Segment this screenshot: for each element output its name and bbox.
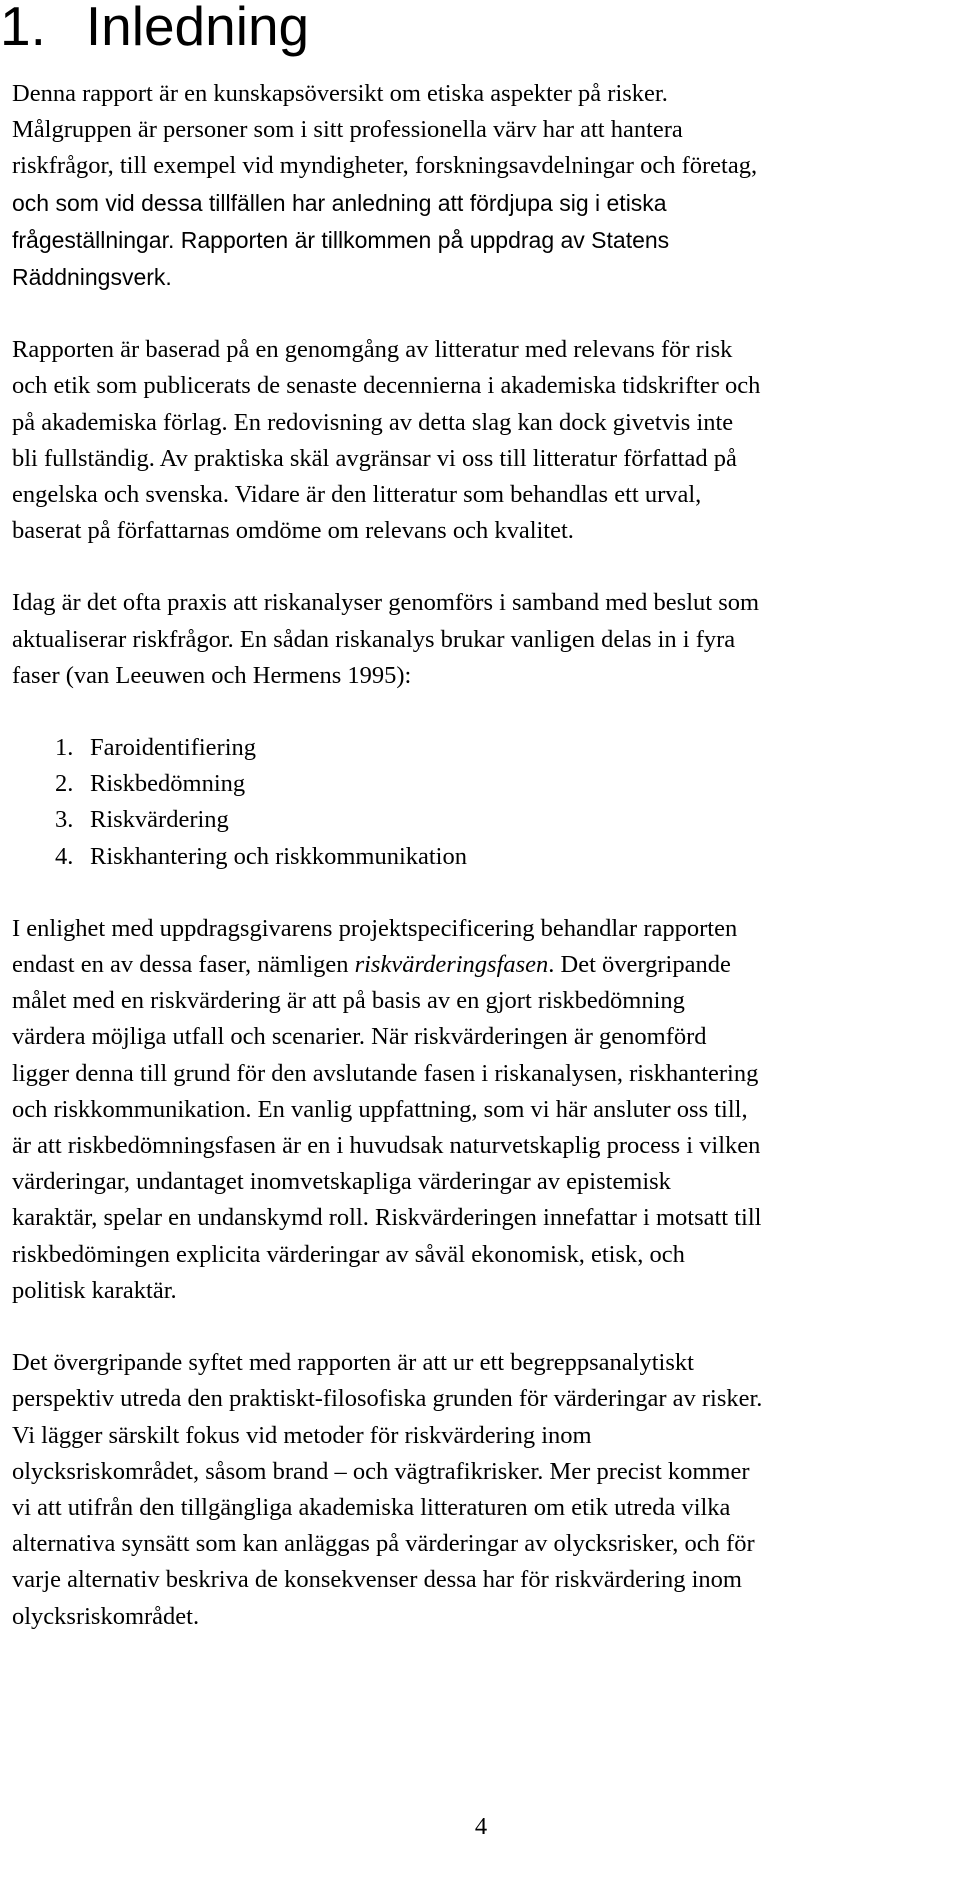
- list-item-label: Riskvärdering: [90, 806, 229, 834]
- paragraph-purpose: Det övergripande syftet med rapporten är att ur ett begreppsanalytiskt perspektiv utreda den praktiskt-filosofiska grunden för värderingar av risker. Vi lägger särskilt fokus vid metoder för riskvärdering inom olycksriskområdet, såsom brand – och vägtrafikrisker. Mer precist kommer vi att utifrån den tillgängliga akademiska litteraturen om etik utreda vilka alternativa synsätt som kan anläggas på värderingar av olycksrisker, och för varje alternativ beskriva de konsekvenser dessa har för riskvärdering inom olycksriskområdet.: [12, 1349, 763, 1630]
- paragraph-risk-analysis: Idag är det ofta praxis att riskanalyser genomförs i samband med beslut som aktualiserar riskfrågor. En sådan riskanalys brukar vanligen delas in i fyra faser (van Leeuwen och Hermens 1995):: [12, 589, 760, 689]
- emphasized-term: riskvärderingsfasen: [354, 951, 549, 979]
- chapter-title: Inledning: [85, 0, 310, 57]
- spacer: [12, 875, 956, 911]
- paragraph-intro: [12, 76, 956, 296]
- list-item: [55, 802, 956, 838]
- list-item-number: 3.: [55, 806, 74, 834]
- spacer: [12, 60, 956, 76]
- paragraph-intro-part-1: Denna rapport är en kunskapsöversikt om etiska aspekter på risker. Målgruppen är personer som i sitt professionella värv har att hantera riskfrågor, till exempel vid myndigheter, forskningsavdelningar och företag,: [12, 80, 758, 180]
- list-item: [55, 730, 956, 766]
- page-number: 4: [474, 1813, 488, 1840]
- list-item-label: Riskbedömning: [90, 770, 246, 798]
- list-item-number: 1.: [55, 734, 74, 762]
- chapter-number: 1.: [0, 0, 46, 57]
- chapter-heading: [0, 0, 944, 56]
- spacer: [12, 549, 956, 585]
- spacer: [12, 694, 956, 730]
- paragraph-scope: Rapporten är baserad på en genomgång av litteratur med relevans för risk och etik som publicerats de senaste decennierna i akademiska tidskrifter och på akademiska förlag. En redovisning av detta slag kan dock givetvis inte bli fullständig. Av praktiska skäl avgränsar vi oss till litteratur författad på engelska och svenska. Vidare är den litteratur som behandlas ett urval, baserat på författarnas omdöme om relevans och kvalitet.: [12, 336, 761, 545]
- list-item-number: 2.: [55, 770, 74, 798]
- list-item-label: Faroidentifiering: [90, 734, 257, 762]
- paragraph-evaluation-part-2: . Det övergripande målet med en riskvärdering är att på basis av en gjort riskbedömning värdera möjliga utfall och scenarier. När riskvärderingen är genomförd ligger denna till grund för den avslutande fasen i riskanalysen, riskhantering och riskkommunikation. En vanlig uppfattning, som vi här ansluter oss till, är att riskbedömningsfasen är en i huvudsak naturvetskaplig process i vilken värderingar, undantaget inomvetskapliga värderingar av epistemisk karaktär, spelar en undanskymd roll. Riskvärderingen innefattar i motsatt till riskbedömingen explicita värderingar av såväl ekonomisk, etisk, och politisk karaktär.: [12, 951, 762, 1304]
- list-item-label: Riskhantering och riskkommunikation: [90, 842, 467, 870]
- phase-list: [12, 730, 956, 875]
- list-item: [55, 766, 956, 802]
- paragraph-intro-part-2: och som vid dessa tillfällen har anledning att fördjupa sig i etiska frågeställningar.: [12, 189, 667, 253]
- paragraph-evaluation-part-1: I enlighet med uppdragsgivarens projektspecificering behandlar rapporten endast en av dessa faser, nämligen: [12, 914, 738, 979]
- paragraph-evaluation: [12, 911, 956, 1309]
- spacer: [12, 296, 956, 332]
- list-item-number: 4.: [55, 842, 74, 870]
- spacer: [12, 1309, 956, 1345]
- paragraph-intro-part-3: Rapporten är tillkommen på uppdrag av Statens Räddningsverk.: [12, 226, 670, 291]
- list-item: [55, 839, 956, 875]
